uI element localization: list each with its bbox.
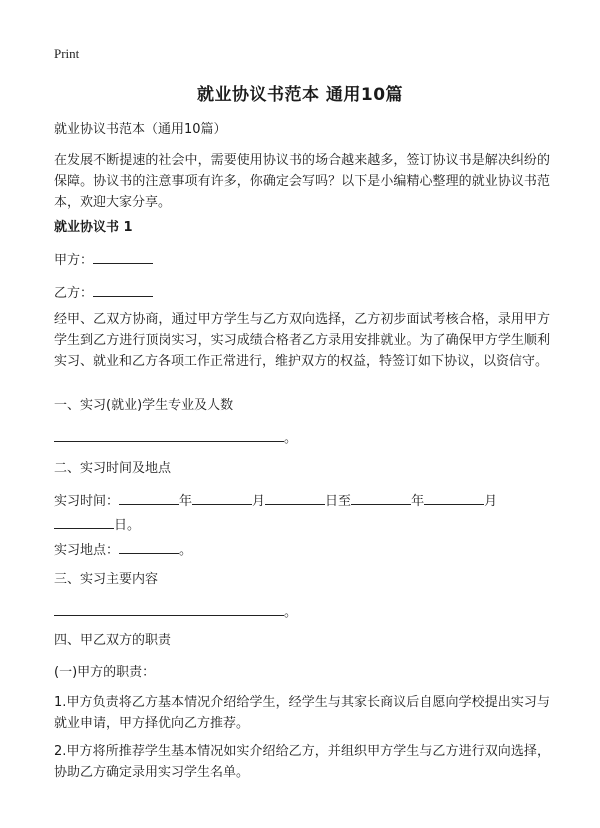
month-text: 月 (484, 494, 498, 509)
document-title: 就业协议书范本 通用10篇 (196, 85, 404, 105)
start-month-blank (192, 489, 252, 505)
agreement-paragraph: 经甲、乙双方协商，通过甲方学生与乙方双向选择，乙方初步面试考核合格，录用甲方学生到乙方进行顶岗实习，实习成绩合格者乙方录用安排就业。为了确保甲方学生顺利实习、就业和乙方各项工作正常进行，维护双方的权益，特签订如下协议，以资信守。 (54, 312, 550, 369)
end-month-blank (424, 489, 484, 505)
party-b-label: 乙方： (54, 286, 94, 301)
duty-2: 2.甲方将所推荐学生基本情况如实介绍给乙方，并组织甲方学生与乙方进行双向选择，协助乙方确定录用实习学生名单。 (54, 744, 550, 780)
major-blank (54, 426, 284, 442)
year-text: 年 (411, 494, 425, 509)
end-day-blank (54, 513, 114, 529)
party-b-blank (93, 281, 153, 297)
party-a-line (54, 248, 550, 271)
duty-1: 1.甲方负责将乙方基本情况介绍给学生，经学生与其家长商议后自愿向学校提出实习与就业申请，甲方择优向乙方推荐。 (54, 695, 550, 731)
location-label: 实习地点： (54, 543, 120, 558)
internship-time-line (54, 489, 550, 537)
item3-heading: 三、实习主要内容 (54, 572, 159, 587)
print-link[interactable]: Print (54, 46, 80, 61)
start-day-blank (265, 489, 325, 505)
period-mark: 。 (284, 605, 298, 620)
end-year-blank (351, 489, 411, 505)
item1-blank-line (54, 426, 550, 449)
location-blank (119, 538, 179, 554)
internship-location-line (54, 538, 550, 561)
party-a-blank (93, 248, 153, 264)
day-to-text: 日至 (325, 494, 352, 509)
start-year-blank (119, 489, 179, 505)
item1-heading: 一、实习(就业)学生专业及人数 (54, 398, 234, 413)
section-heading: 就业协议书 1 (54, 220, 133, 235)
item3-blank-line (54, 600, 550, 623)
day-text: 日。 (114, 518, 141, 533)
item2-heading: 二、实习时间及地点 (54, 461, 172, 476)
period-mark: 。 (284, 431, 298, 446)
month-text: 月 (252, 494, 266, 509)
intro-paragraph: 在发展不断提速的社会中，需要使用协议书的场合越来越多，签订协议书是解决纠纷的保障。协议书的注意事项有许多，你确定会写吗？以下是小编精心整理的就业协议书范本，欢迎大家分享。 (54, 153, 550, 210)
party-a-label: 甲方： (54, 253, 94, 268)
period-mark: 。 (179, 543, 193, 558)
party-a-duties-heading: (一)甲方的职责： (54, 665, 156, 680)
party-b-line (54, 281, 550, 304)
subtitle: 就业协议书范本（通用10篇） (54, 122, 227, 137)
item4-heading: 四、甲乙双方的职责 (54, 633, 172, 648)
year-text: 年 (179, 494, 193, 509)
content-blank (54, 600, 284, 616)
time-label: 实习时间： (54, 494, 120, 509)
